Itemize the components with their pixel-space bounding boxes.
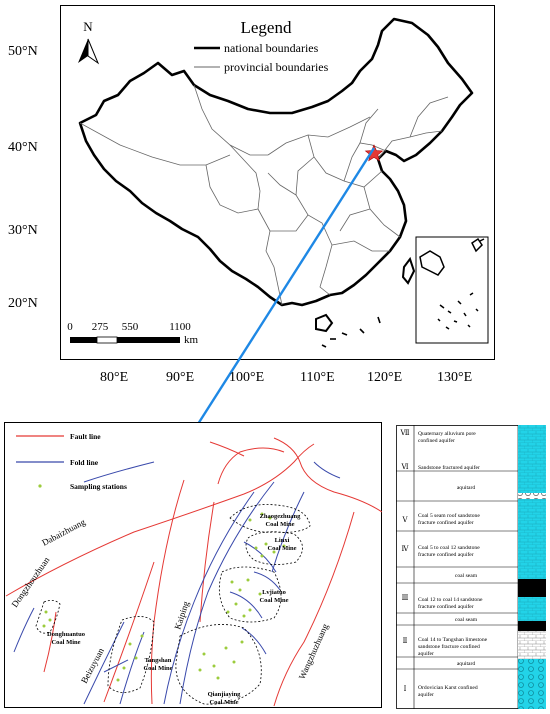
- strat-numeral-1: Ⅰ: [403, 685, 407, 693]
- lat-label-50: 50°N: [8, 44, 38, 59]
- strat-numeral-2: Ⅱ: [402, 637, 408, 645]
- litho-karst: [518, 659, 546, 709]
- stratigraphic-column: [396, 425, 546, 709]
- mine-label-zhaogezhuang: Zhaogezhuang: [259, 513, 301, 520]
- mine-label-qianjiaying-sub: Coal Mine: [209, 699, 239, 706]
- scale-tick-1100: 1100: [169, 321, 191, 333]
- strat-text-line: fracture confined aquifer: [418, 552, 474, 558]
- strat-text-coal-1: coal seam: [454, 573, 478, 579]
- strat-text-line: confined aquifer: [418, 438, 455, 444]
- strat-text-aquitard-1: aquitard: [456, 485, 476, 491]
- structure-label-beizuyuan: Beizuyuan: [78, 646, 106, 685]
- strat-text-6: Sandstone fractured aquifer: [418, 465, 480, 471]
- mine-label-tangshan-sub: Coal Mine: [143, 665, 173, 672]
- strat-text-aquitard-2: aquitard: [456, 661, 476, 667]
- legend-provincial-label: provincial boundaries: [224, 60, 329, 74]
- stratigraphic-svg: [396, 425, 546, 709]
- mine-label-lvjiatuo-sub: Coal Mine: [259, 597, 289, 604]
- litho-coal-1: [518, 579, 546, 597]
- strat-numeral-6: Ⅵ: [401, 463, 409, 471]
- strat-numeral-4: Ⅳ: [401, 545, 409, 553]
- litho-coal12-14: [518, 597, 546, 621]
- structure-label-dabaizhuang: Dabaizhuang: [40, 516, 87, 548]
- litho-limestone: [518, 631, 546, 659]
- pointer-line: [198, 148, 374, 424]
- strat-numeral-7: Ⅶ: [400, 429, 410, 437]
- inset-frame: [5, 423, 382, 708]
- litho-aquitard-1: [518, 493, 546, 499]
- fault-legend-label: Fault line: [70, 432, 101, 441]
- strat-text-line: Coal 12 to coal 14 sandstone: [418, 597, 483, 603]
- litho-quaternary: [518, 425, 546, 493]
- north-label: N: [83, 19, 93, 34]
- station-legend-label: Sampling stations: [70, 482, 127, 491]
- strat-text-line: Ordovician Karst confined: [418, 685, 478, 691]
- mine-label-linxi-sub: Coal Mine: [267, 545, 297, 552]
- scale-tick-550: 550: [121, 321, 139, 333]
- strat-text-line: Quaternary alluvium pore: [418, 431, 476, 437]
- structure-label-dongzhouzhuan: Dongzhouzhuan: [9, 555, 52, 610]
- strat-text-4: [418, 545, 480, 558]
- lon-label-80: 80°E: [100, 370, 129, 385]
- scale-unit: km: [184, 334, 199, 346]
- legend-title: Legend: [240, 18, 292, 37]
- strat-text-3: [418, 597, 483, 610]
- lon-label-110: 110°E: [300, 370, 335, 385]
- structure-label-kaiping: Kaiping: [172, 599, 191, 631]
- lon-label-100: 100°E: [229, 370, 265, 385]
- strat-text-line: sandstone fracture confined: [418, 644, 480, 650]
- strat-text-line: fracture confined aquifer: [418, 520, 474, 526]
- lat-label-40: 40°N: [8, 140, 38, 155]
- scale-tick-275: 275: [91, 321, 109, 333]
- structure-label-wangzhuzhuang: Wangzhuzhuang: [296, 622, 331, 681]
- strat-text-line: Coal 14 to Tangshan limestone: [418, 637, 488, 643]
- mine-label-qianjiaying: Qianjiaying: [207, 691, 241, 698]
- strat-text-line: aquifer: [418, 692, 434, 698]
- mine-label-tangshan: Tangshan: [144, 657, 172, 664]
- lon-label-90: 90°E: [166, 370, 195, 385]
- mine-label-donghuantuo: Donghuantuo: [47, 631, 85, 638]
- scale-tick-0: 0: [67, 321, 73, 333]
- mine-label-lvjiatuo: Lvjiatuo: [262, 589, 286, 596]
- lat-label-20: 20°N: [8, 296, 38, 311]
- lon-label-130: 130°E: [437, 370, 473, 385]
- litho-sandstone: [518, 499, 546, 579]
- mine-label-donghuantuo-sub: Coal Mine: [51, 639, 81, 646]
- strat-numeral-5: Ⅴ: [402, 516, 408, 524]
- strat-text-line: fracture confined aquifer: [418, 604, 474, 610]
- litho-coal-2: [518, 621, 546, 631]
- strat-text-line: aquifer: [418, 651, 434, 657]
- lon-label-120: 120°E: [367, 370, 403, 385]
- fold-legend-label: Fold line: [70, 458, 99, 467]
- mine-label-zhaogezhuang-sub: Coal Mine: [265, 521, 295, 528]
- kaiping-structure-svg: [4, 422, 382, 708]
- strat-text-coal-2: coal seam: [454, 617, 478, 623]
- lat-label-30: 30°N: [8, 223, 38, 238]
- strat-numeral-3: Ⅲ: [401, 594, 409, 602]
- station-legend-dot: [38, 484, 41, 487]
- mine-label-linxi: Linxi: [274, 537, 290, 544]
- strat-text-line: Coal 5 seam roof sandstone: [418, 513, 480, 519]
- kaiping-structure-map: [4, 422, 382, 708]
- legend-national-label: national boundaries: [224, 41, 319, 55]
- strat-text-line: Coal 5 to coal 12 sandstone: [418, 545, 480, 551]
